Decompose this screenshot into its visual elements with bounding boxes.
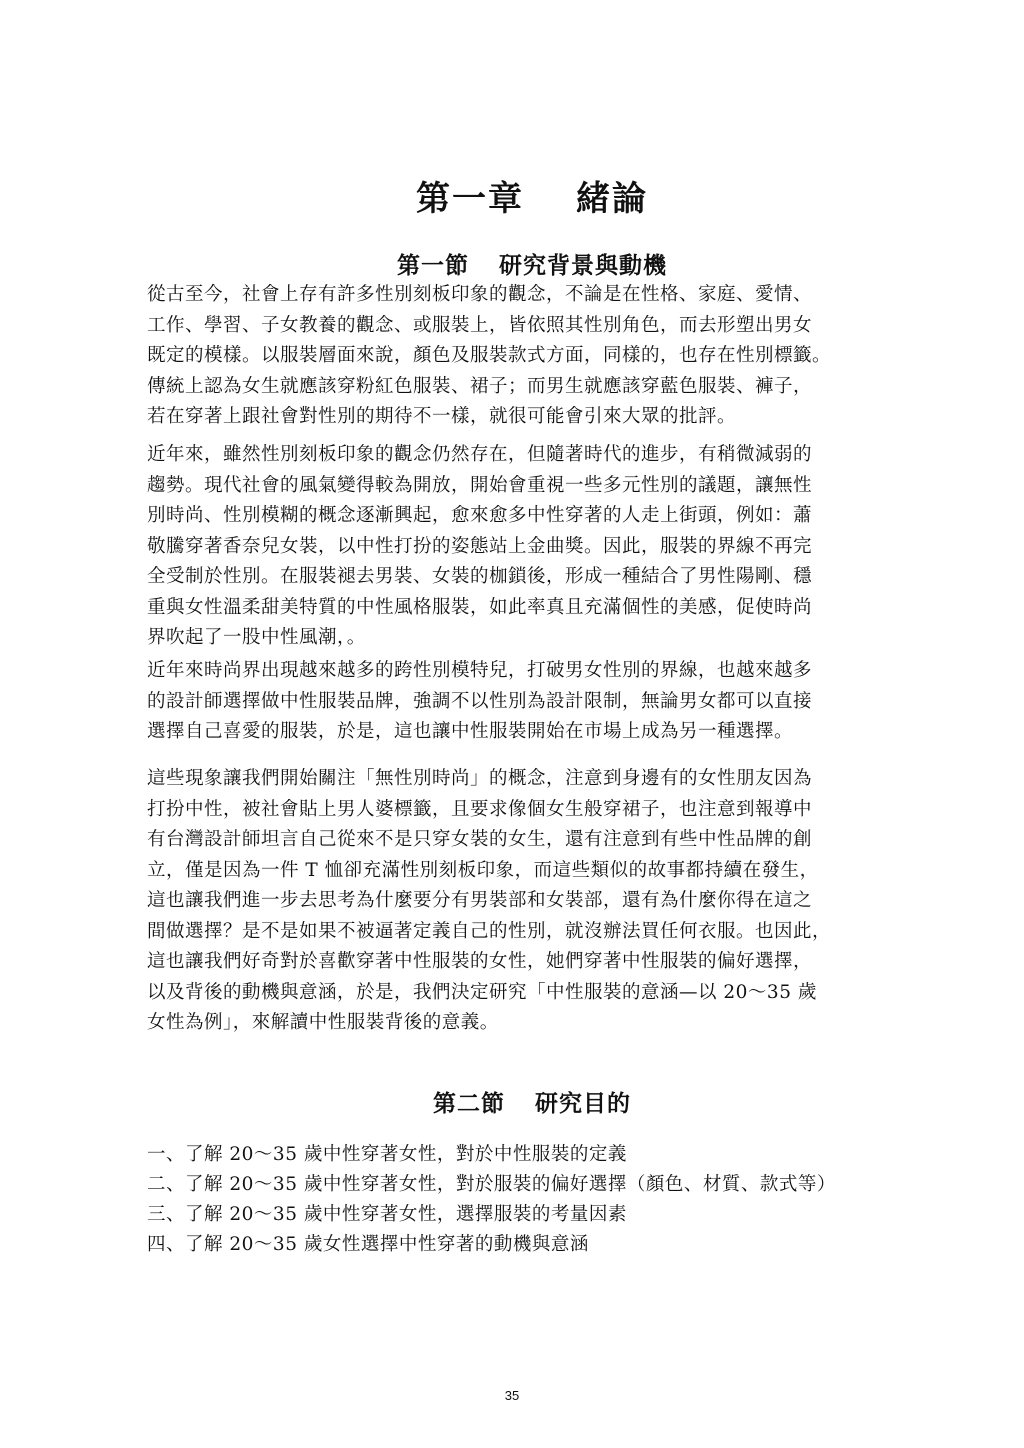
- text-line: 全受制於性別。在服裝褪去男裝、女裝的枷鎖後，形成一種結合了男性陽剛、穩: [147, 566, 813, 587]
- section-2-title: 研究目的: [535, 1091, 631, 1118]
- text-line: 打扮中性，被社會貼上男人婆標籤，且要求像個女生般穿裙子，也注意到報導中: [147, 798, 813, 820]
- list-item: 四、了解 20～35 歲女性選擇中性穿著的動機與意涵: [147, 1234, 589, 1255]
- chapter-name: 緒論: [576, 178, 648, 219]
- list-item: 一、了解 20～35 歲中性穿著女性，對於中性服裝的定義: [147, 1144, 627, 1165]
- text-line: 有台灣設計師坦言自己從來不是只穿女裝的女生，還有注意到有些中性品牌的創: [147, 829, 813, 850]
- list-item: 三、了解 20～35 歲中性穿著女性，選擇服裝的考量因素: [147, 1204, 627, 1225]
- text-line: 傳統上認為女生就應該穿粉紅色服裝、裙子；而男生就應該穿藍色服裝、褲子，: [147, 375, 813, 397]
- section-2-number: 第二節: [433, 1091, 505, 1118]
- text-line: 從古至今，社會上存有許多性別刻板印象的觀念，不論是在性格、家庭、愛情、: [147, 284, 813, 305]
- text-line: 近年來時尚界出現越來越多的跨性別模特兒，打破男女性別的界線，也越來越多: [147, 660, 813, 681]
- paragraph-1: [147, 280, 887, 433]
- text-line: 選擇自己喜愛的服裝，於是，這也讓中性服裝開始在市場上成為另一種選擇。: [147, 721, 794, 742]
- text-line: 這也讓我們好奇對於喜歡穿著中性服裝的女性，她們穿著中性服裝的偏好選擇，: [147, 951, 813, 972]
- text-line: 工作、學習、子女教養的觀念、或服裝上，皆依照其性別角色，而去形塑出男女: [147, 314, 813, 336]
- section-1-number: 第一節: [397, 253, 469, 280]
- text-line: 近年來，雖然性別刻板印象的觀念仍然存在，但隨著時代的進步，有稍微減弱的: [147, 444, 813, 465]
- text-line: 這也讓我們進一步去思考為什麼要分有男裝部和女裝部，還有為什麼你得在這之: [147, 890, 813, 911]
- section-2-heading: [0, 1085, 1024, 1118]
- text-line: 重與女性溫柔甜美特質的中性風格服裝，如此率真且充滿個性的美感，促使時尚: [147, 596, 813, 618]
- text-line: 以及背後的動機與意涵，於是，我們決定研究「中性服裝的意涵—以 20～35 歲: [147, 981, 817, 1003]
- paragraph-4: [147, 764, 887, 1039]
- text-line: 若在穿著上跟社會對性別的期待不一樣，就很可能會引來大眾的批評。: [147, 406, 737, 427]
- text-line: 間做選擇？是不是如果不被逼著定義自己的性別，就沒辦法買任何衣服。也因此，: [147, 920, 832, 942]
- paragraph-3: [147, 656, 887, 748]
- text-line: 趨勢。現代社會的風氣變得較為開放，開始會重視一些多元性別的議題，讓無性: [147, 474, 813, 496]
- paragraph-2: [147, 440, 887, 654]
- chapter-title: [0, 171, 1024, 220]
- section-1-title: 研究背景與動機: [499, 253, 667, 280]
- text-line: 這些現象讓我們開始關注「無性別時尚」的概念，注意到身邊有的女性朋友因為: [147, 768, 813, 789]
- text-line: 別時尚、性別模糊的概念逐漸興起，愈來愈多中性穿著的人走上街頭，例如：蕭: [147, 505, 813, 526]
- text-line: 的設計師選擇做中性服裝品牌，強調不以性別為設計限制，無論男女都可以直接: [147, 690, 813, 712]
- text-line: 敬騰穿著香奈兒女裝，以中性打扮的姿態站上金曲獎。因此，服裝的界線不再完: [147, 535, 813, 557]
- research-goals-list: [147, 1140, 907, 1260]
- text-line: 立，僅是因為一件 T 恤卻充滿性別刻板印象，而這些類似的故事都持續在發生，: [147, 859, 819, 881]
- chapter-number: 第一章: [416, 178, 524, 219]
- page-number: 35: [504, 1388, 520, 1403]
- text-line: 女性為例」，來解讀中性服裝背後的意義。: [147, 1012, 499, 1033]
- text-line: 既定的模樣。以服裝層面來說，顏色及服裝款式方面，同樣的，也存在性別標籤。: [147, 345, 832, 366]
- list-item: 二、了解 20～35 歲中性穿著女性，對於服裝的偏好選擇（顏色、材質、款式等）: [147, 1174, 836, 1195]
- section-1-heading: [0, 247, 1024, 280]
- text-line: 界吹起了一股中性風潮，。: [147, 627, 366, 648]
